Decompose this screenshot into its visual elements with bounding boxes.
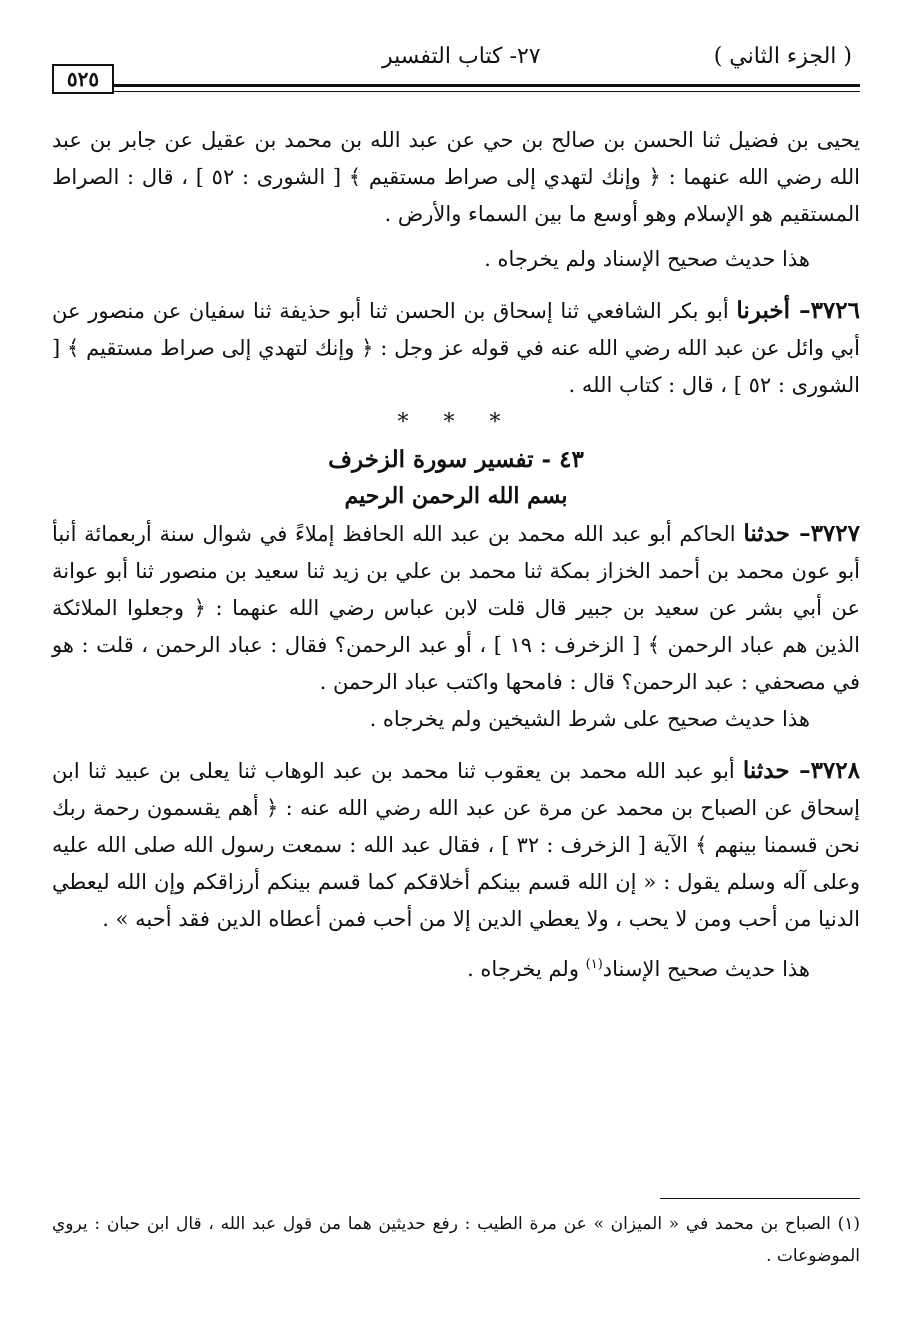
- hadith-3728-text: أبو عبد الله محمد بن يعقوب ثنا محمد بن عبد الوهاب ثنا يعلى بن عبيد ثنا ابن إسحاق عن الصباح بن محمد عن مرة عن عبد الله رضي الله عنه : ﴿ أهم يقسمون رحمة ربك نحن قسمنا بينهم ﴾ الآية [ الزخرف : ٣٢ ] ، فقال عبد الله : سمعت رسول الله صلى الله عليه وعلى آله وسلم يقول : « إن الله قسم بينكم أخلاقكم كما قسم بينكم أرزاقكم وإن الله ليعطي الدنيا من أحب ومن لا يحب ، ولا يعطي الدين إلا من أحب فمن أعطاه الدين فقد أحبه » .: [52, 759, 860, 931]
- hadith-3726-text: أبو بكر الشافعي ثنا إسحاق بن الحسن ثنا أبو حذيفة ثنا سفيان عن منصور عن أبي وائل عن عبد الله رضي الله عنه في قوله عز وجل : ﴿ وإنك لتهدي إلى صراط مستقيم ﴾ [ الشورى : ٥٢ ] ، قال : كتاب الله .: [52, 299, 860, 397]
- hadith-3726: [52, 292, 860, 404]
- header-rule-thin: [114, 91, 860, 92]
- hadith-3726-number: ٣٧٢٦– أخبرنا: [736, 297, 860, 324]
- footnote: [52, 1208, 860, 1272]
- hadith-3728: [52, 752, 860, 938]
- page-header: [52, 40, 860, 96]
- grading-3728: [52, 946, 860, 988]
- main-text: [52, 122, 860, 988]
- section-separator: * * *: [397, 410, 515, 435]
- footnote-1: (١) الصباح بن محمد في « الميزان » عن مرة الطيب : رفع حديثين هما من قول عبد الله ، قال ابن حبان : يروي الموضوعات .: [52, 1214, 860, 1266]
- chapter-title: ٤٣ - تفسير سورة الزخرف: [328, 446, 584, 473]
- grading-3725: هذا حديث صحيح الإسناد ولم يخرجاه .: [484, 247, 810, 271]
- hadith-3727-number: ٣٧٢٧– حدثنا: [743, 520, 860, 547]
- page-number: ٥٢٥: [52, 64, 114, 94]
- volume-label: ( الجزء الثاني ): [713, 44, 852, 69]
- grading-3727: هذا حديث صحيح على شرط الشيخين ولم يخرجاه .: [369, 707, 810, 731]
- book-title: ٢٧- كتاب التفسير: [382, 44, 541, 69]
- hadith-3728-number: ٣٧٢٨– حدثنا: [742, 757, 860, 784]
- footnote-reference[interactable]: (١): [585, 957, 603, 972]
- hadith-3727: [52, 515, 860, 701]
- grading-3728-text: هذا حديث صحيح الإسناد: [602, 957, 810, 981]
- hadith-3727-text: الحاكم أبو عبد الله محمد بن عبد الله الحافظ إملاءً في شوال سنة أربعمائة أنبأ أبو عون محمد بن أحمد الخزاز بمكة ثنا محمد بن علي بن زيد ثنا سعيد بن منصور ثنا أبو عوانة عن أبي بشر عن سعيد بن جبير قال قلت لابن عباس رضي الله عنهما : ﴿ وجعلوا الملائكة الذين هم عباد الرحمن ﴾ [ الزخرف : ١٩ ] ، أو عبد الرحمن؟ فقال : عباد الرحمن ، قلت : هو في مصحفي : عبد الرحمن؟ قال : فامحها واكتب عباد الرحمن .: [52, 522, 860, 694]
- footnote-rule: [660, 1198, 860, 1199]
- grading-3728-tail: ولم يخرجاه .: [467, 957, 586, 981]
- paragraph-continuation: يحيى بن فضيل ثنا الحسن بن صالح بن حي عن عبد الله بن محمد بن عقيل عن جابر بن عبد الله رضي الله عنهما : ﴿ وإنك لتهدي إلى صراط مستقيم ﴾ [ الشورى : ٥٢ ] ، قال : الصراط المستقيم هو الإسلام وهو أوسع ما بين السماء والأرض .: [52, 128, 861, 226]
- basmala: بسم الله الرحمن الرحيم: [344, 483, 568, 509]
- header-rule-thick: [114, 84, 860, 87]
